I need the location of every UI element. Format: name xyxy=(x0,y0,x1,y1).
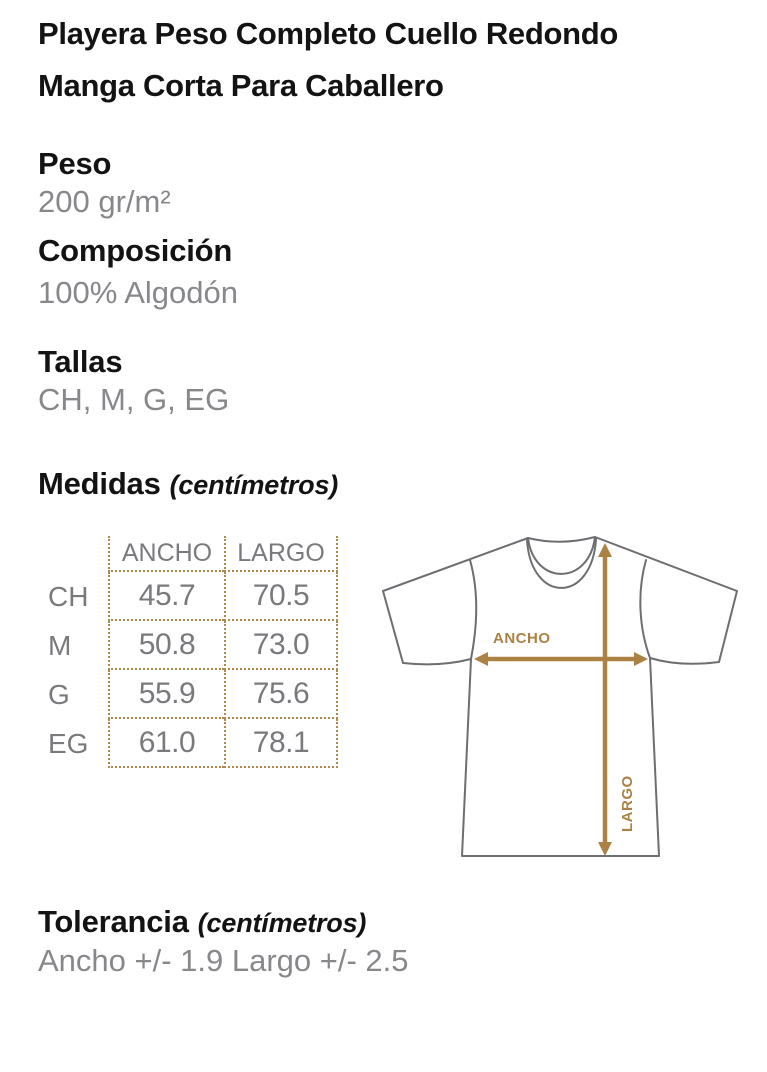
ancho-cell: 55.9 xyxy=(108,670,224,719)
diagram-length-label: LARGO xyxy=(619,775,636,832)
tallas-value: CH, M, G, EG xyxy=(38,382,230,417)
tshirt-measurement-diagram xyxy=(380,520,767,880)
tolerancia-unit-note: (centímetros) xyxy=(197,908,367,938)
composicion-value: 100% Algodón xyxy=(38,275,238,310)
size-table-col-largo: LARGO xyxy=(224,536,338,572)
tshirt-outline-graphic xyxy=(383,537,737,856)
table-row xyxy=(38,572,338,621)
tallas-section-label: Tallas xyxy=(38,344,123,379)
tolerancia-section-heading xyxy=(38,904,366,940)
size-table-header-row xyxy=(38,536,338,572)
peso-section-label: Peso xyxy=(38,146,112,181)
peso-value: 200 gr/m² xyxy=(38,184,171,219)
largo-cell: 73.0 xyxy=(224,621,338,670)
product-title-line2: Manga Corta Para Caballero xyxy=(38,68,444,103)
size-table xyxy=(38,536,338,768)
ancho-cell: 50.8 xyxy=(108,621,224,670)
size-table-corner xyxy=(38,536,108,572)
ancho-cell: 45.7 xyxy=(108,572,224,621)
size-label: G xyxy=(48,678,70,710)
tolerancia-value: Ancho +/- 1.9 Largo +/- 2.5 xyxy=(38,943,409,978)
largo-cell: 78.1 xyxy=(224,719,338,768)
composicion-section-label: Composición xyxy=(38,233,233,268)
tolerancia-label: Tolerancia xyxy=(38,904,189,939)
size-label: EG xyxy=(48,727,89,759)
size-table-col-ancho: ANCHO xyxy=(108,536,224,572)
product-title xyxy=(38,8,618,112)
medidas-label: Medidas xyxy=(38,466,161,501)
ancho-cell: 61.0 xyxy=(108,719,224,768)
size-label: CH xyxy=(48,580,89,612)
largo-cell: 75.6 xyxy=(224,670,338,719)
table-row xyxy=(38,670,338,719)
product-title-line1: Playera Peso Completo Cuello Redondo xyxy=(38,16,619,51)
medidas-unit-note: (centímetros) xyxy=(169,470,339,500)
table-row xyxy=(38,621,338,670)
diagram-width-label: ANCHO xyxy=(493,630,551,647)
largo-cell: 70.5 xyxy=(224,572,338,621)
size-label: M xyxy=(48,629,72,661)
table-row xyxy=(38,719,338,768)
medidas-section-heading xyxy=(38,466,338,502)
